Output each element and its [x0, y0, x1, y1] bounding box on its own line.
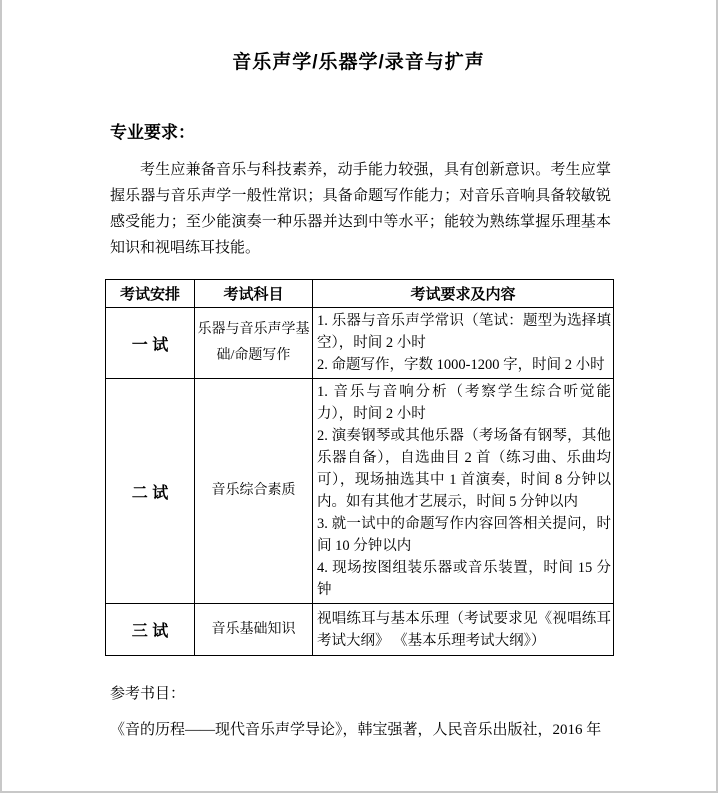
- exam-round-cell: 三 试: [106, 604, 195, 656]
- content-item: 4. 现场按图组装乐器或音乐装置，时间 15 分钟: [317, 560, 611, 598]
- exam-content-cell: [313, 379, 614, 604]
- reference-entry: 《音的历程——现代音乐声学导论》，韩宝强著，人民音乐出版社，2016 年: [110, 722, 602, 738]
- table-row: [106, 308, 614, 379]
- exam-subject-cell: 乐器与音乐声学基础/命题写作: [195, 308, 313, 379]
- header-exam-requirements: 考试要求及内容: [313, 280, 614, 308]
- exam-round-cell: 二 试: [106, 379, 195, 604]
- exam-subject-cell: 音乐基础知识: [195, 604, 313, 656]
- header-exam-schedule: 考试安排: [106, 280, 195, 308]
- exam-table: [105, 279, 614, 656]
- page-title: 音乐声学/乐器学/录音与扩声: [232, 52, 485, 73]
- exam-subject-cell: 音乐综合素质: [195, 379, 313, 604]
- content-item: 3. 就一试中的命题写作内容回答相关提问，时间 10 分钟以内: [317, 516, 611, 554]
- content-item: 视唱练耳与基本乐理（考试要求见《视唱练耳考试大纲》 《基本乐理考试大纲》）: [317, 610, 611, 649]
- requirements-paragraph: 考生应兼备音乐与科技素养，动手能力较强，具有创新意识。考生应掌握乐器与音乐声学一般性常识；具备命题写作能力；对音乐音响具备较敏锐感受能力；至少能演奏一种乐器并达到中等水平；能较为熟练掌握乐理基本知识和视唱练耳技能。: [110, 162, 611, 256]
- content-item: 2. 命题写作，字数 1000-1200 字，时间 2 小时: [317, 357, 605, 373]
- document-content: [2, 50, 716, 740]
- header-exam-subject: 考试科目: [195, 280, 313, 308]
- exam-table-header-row: [106, 280, 614, 308]
- requirements-heading: 专业要求：: [110, 123, 195, 142]
- exam-round-cell: 一 试: [106, 308, 195, 379]
- content-item: 1. 音乐与音响分析（考察学生综合听觉能力），时间 2 小时: [317, 384, 611, 422]
- exam-content-cell: [313, 308, 614, 379]
- exam-content-cell: [313, 604, 614, 656]
- content-item: 2. 演奏钢琴或其他乐器（考场备有钢琴，其他乐器自备），自选曲目 2 首（练习曲、乐曲均可），现场抽选其中 1 首演奏，时间 8 分钟以内。如有其他才艺展示，时间 5 分钟以内: [317, 428, 611, 510]
- content-item: 1. 乐器与音乐声学常识（笔试：题型为选择填空），时间 2 小时: [317, 313, 611, 351]
- table-row: [106, 379, 614, 604]
- table-row: [106, 604, 614, 656]
- references-heading: 参考书目：: [110, 686, 186, 702]
